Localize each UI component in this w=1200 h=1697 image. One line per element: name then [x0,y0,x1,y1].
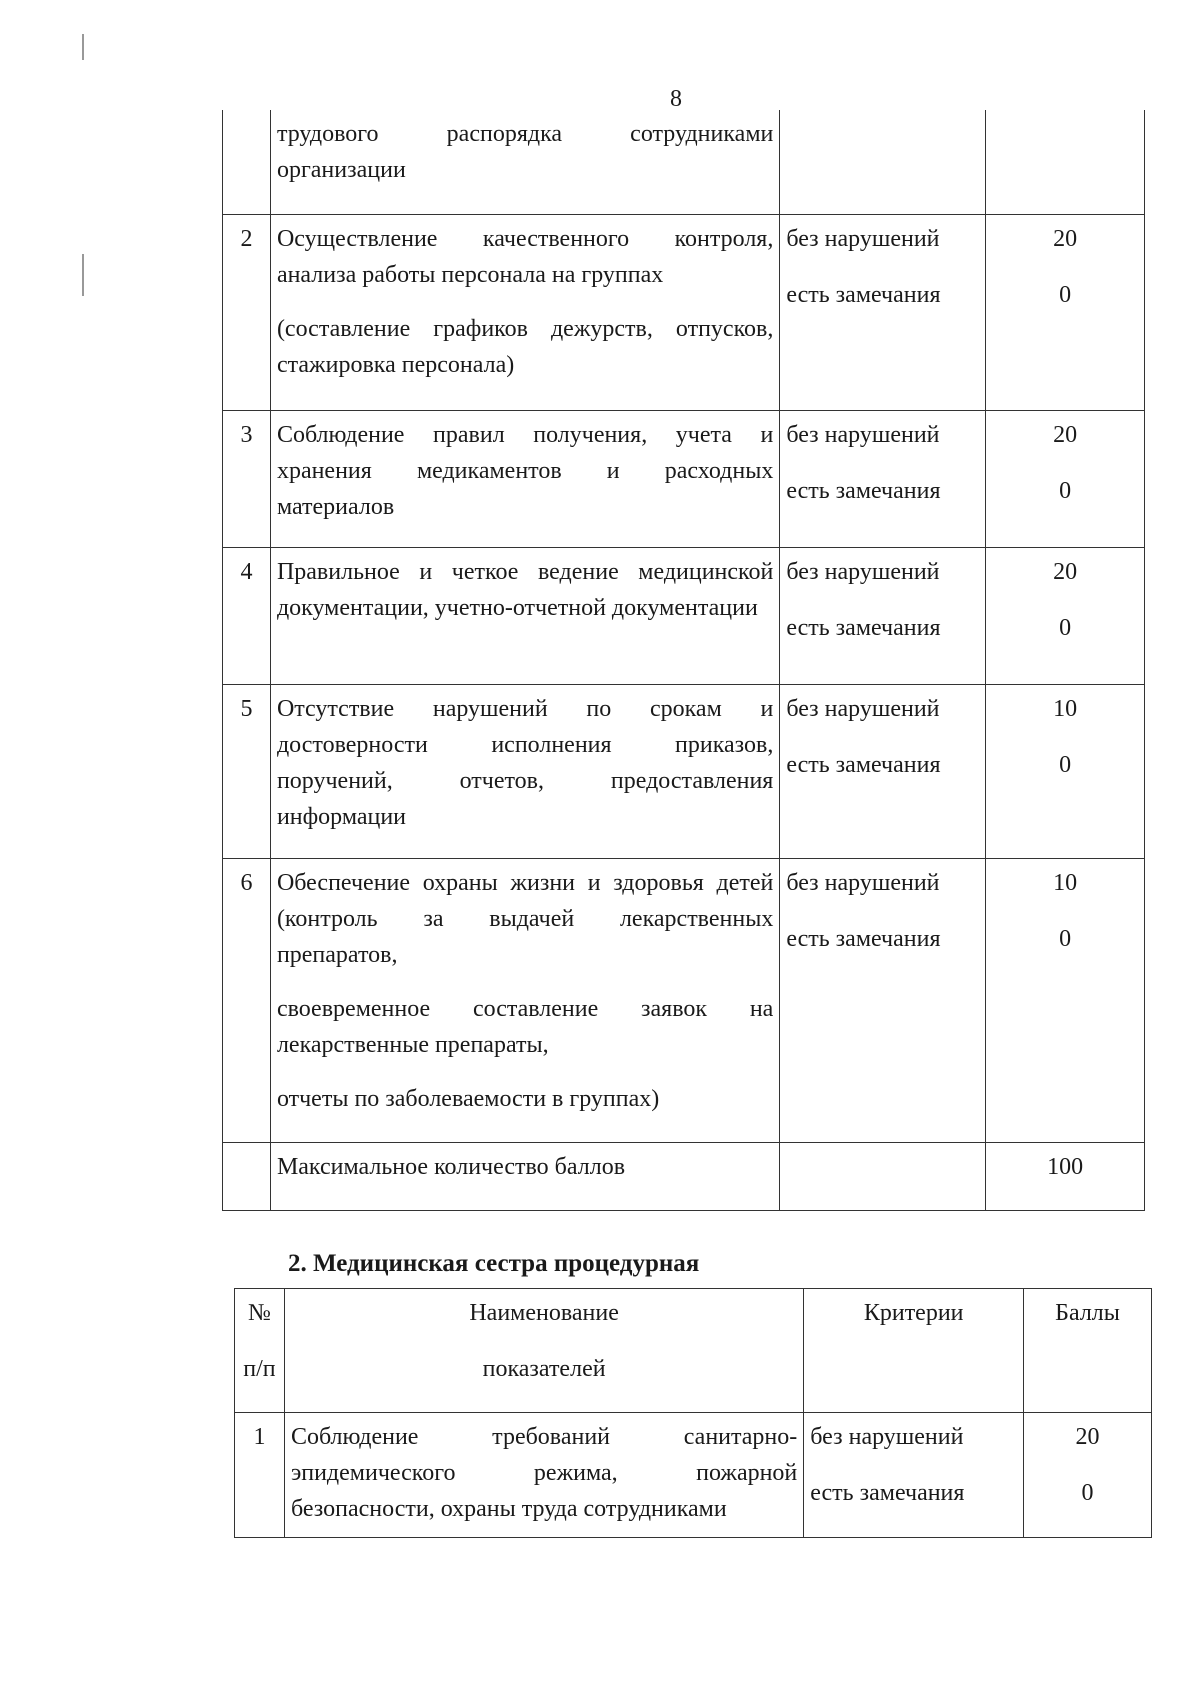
criteria-cell: без нарушений есть замечания [780,410,986,547]
row-number: 3 [223,410,271,547]
score-cell: 20 0 [986,547,1145,684]
indicator-name: Отсутствие нарушений по срокам и достоверности исполнения приказов, поручений, отчетов, предоставления информации [270,684,779,858]
header-name: Наименование показателей [284,1289,803,1413]
score-cell: 20 0 [1024,1413,1152,1538]
table-row [223,858,1145,1142]
table-row [223,547,1145,684]
table-row-continuation [223,110,1145,214]
row-number: 4 [223,547,271,684]
score-cell: 10 0 [986,684,1145,858]
total-label: Максимальное количество баллов [270,1142,779,1210]
table-header-row [235,1289,1152,1413]
table-row [223,214,1145,410]
num-cell [223,110,271,214]
score-cell: 20 0 [986,214,1145,410]
indicator-name: Обеспечение охраны жизни и здоровья детей (контроль за выдачей лекарственных препаратов, своевременное составление заявок на лекарственные препараты, отчеты по заболеваемости в группах) [270,858,779,1142]
section-title: 2. Медицинская сестра процедурная [288,1250,700,1277]
header-num: № п/п [235,1289,285,1413]
criteria-cell: без нарушений есть замечания [780,684,986,858]
criteria-table-2 [234,1288,1152,1538]
row-number: 2 [223,214,271,410]
scan-mark [82,254,84,296]
criteria-cell: без нарушений есть замечания [780,858,986,1142]
score-cell: 10 0 [986,858,1145,1142]
total-value: 100 [986,1142,1145,1210]
table-row [235,1413,1152,1538]
criteria-cell [780,1142,986,1210]
criteria-table-1 [222,110,1145,1211]
criteria-cell [780,110,986,214]
criteria-cell: без нарушений есть замечания [780,547,986,684]
table-row-total [223,1142,1145,1210]
indicator-name: Соблюдение правил получения, учета и хранения медикаментов и расходных материалов [270,410,779,547]
page-number: 8 [670,86,682,112]
indicator-name: Соблюдение требований санитарно-эпидемического режима, пожарной безопасности, охраны труда сотрудниками [284,1413,803,1538]
indicator-name: Правильное и четкое ведение медицинской документации, учетно-отчетной документации [270,547,779,684]
scan-mark [82,34,84,60]
table-row [223,410,1145,547]
criteria-cell: без нарушений есть замечания [780,214,986,410]
criteria-cell: без нарушений есть замечания [804,1413,1024,1538]
row-number: 6 [223,858,271,1142]
header-score: Баллы [1024,1289,1152,1413]
score-cell: 20 0 [986,410,1145,547]
row-number: 5 [223,684,271,858]
score-cell [986,110,1145,214]
table-row [223,684,1145,858]
row-number: 1 [235,1413,285,1538]
indicator-name: Осуществление качественного контроля, анализа работы персонала на группах (составление графиков дежурств, отпусков, стажировка персонала) [270,214,779,410]
header-criteria: Критерии [804,1289,1024,1413]
name-cell: трудового распорядка сотрудниками организации [270,110,779,214]
num-cell [223,1142,271,1210]
